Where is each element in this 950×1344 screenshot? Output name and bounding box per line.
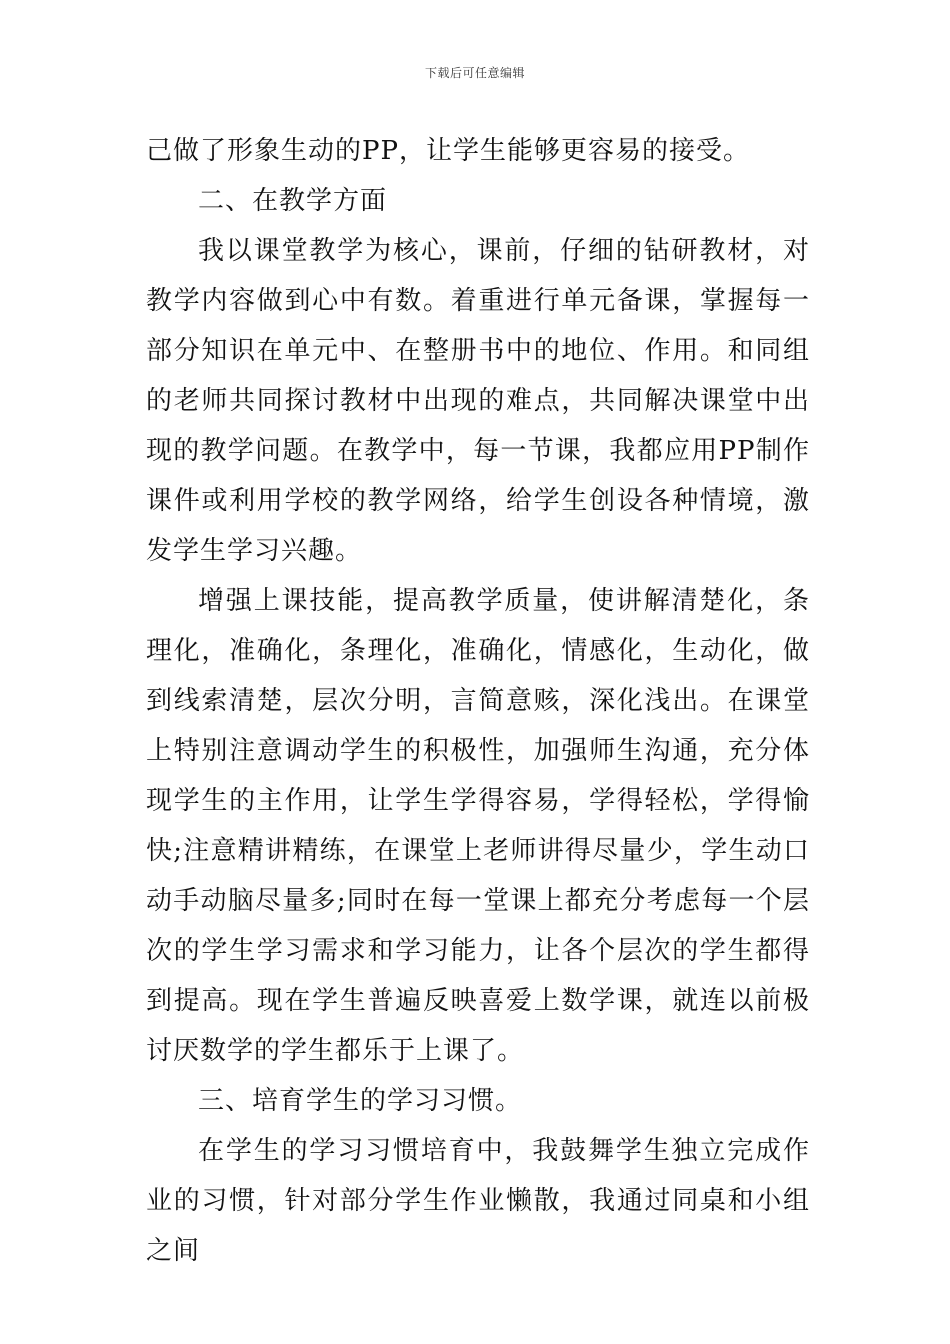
paragraph-2: 我以课堂教学为核心，课前，仔细的钻研教材，对教学内容做到心中有数。着重进行单元备课，掌握每一部分知识在单元中、在整册书中的地位、作用。和同组的老师共同探讨教材中出现的难点，共同解决课堂中出现的教学问题。在教学中，每一节课，我都应用PP制作课件或利用学校的教学网络，给学生创设各种情境，激发学生学习兴趣。 (146, 236, 810, 566)
document-body (146, 126, 810, 1276)
page-header: 下载后可任意编辑 (424, 66, 525, 80)
section-heading-habits: 三、培育学生的学习习惯。 (198, 1086, 523, 1116)
section-heading-teaching: 二、在教学方面 (198, 186, 388, 216)
paragraph-1: 己做了形象生动的PP，让学生能够更容易的接受。 (146, 136, 750, 166)
paragraph-3: 增强上课技能，提高教学质量，使讲解清楚化，条理化，准确化，条理化，准确化，情感化，生动化，做到线索清楚，层次分明，言简意赅，深化浅出。在课堂上特别注意调动学生的积极性，加强师生沟通，充分体现学生的主作用，让学生学得容易，学得轻松，学得愉快;注意精讲精练，在课堂上老师讲得尽量少，学生动口动手动脑尽量多;同时在每一堂课上都充分考虑每一个层次的学生学习需求和学习能力，让各个层次的学生都得到提高。现在学生普遍反映喜爱上数学课，就连以前极讨厌数学的学生都乐于上课了。 (146, 586, 810, 1066)
paragraph-4: 在学生的学习习惯培育中，我鼓舞学生独立完成作业的习惯，针对部分学生作业懒散，我通过同桌和小组之间 (146, 1136, 810, 1266)
